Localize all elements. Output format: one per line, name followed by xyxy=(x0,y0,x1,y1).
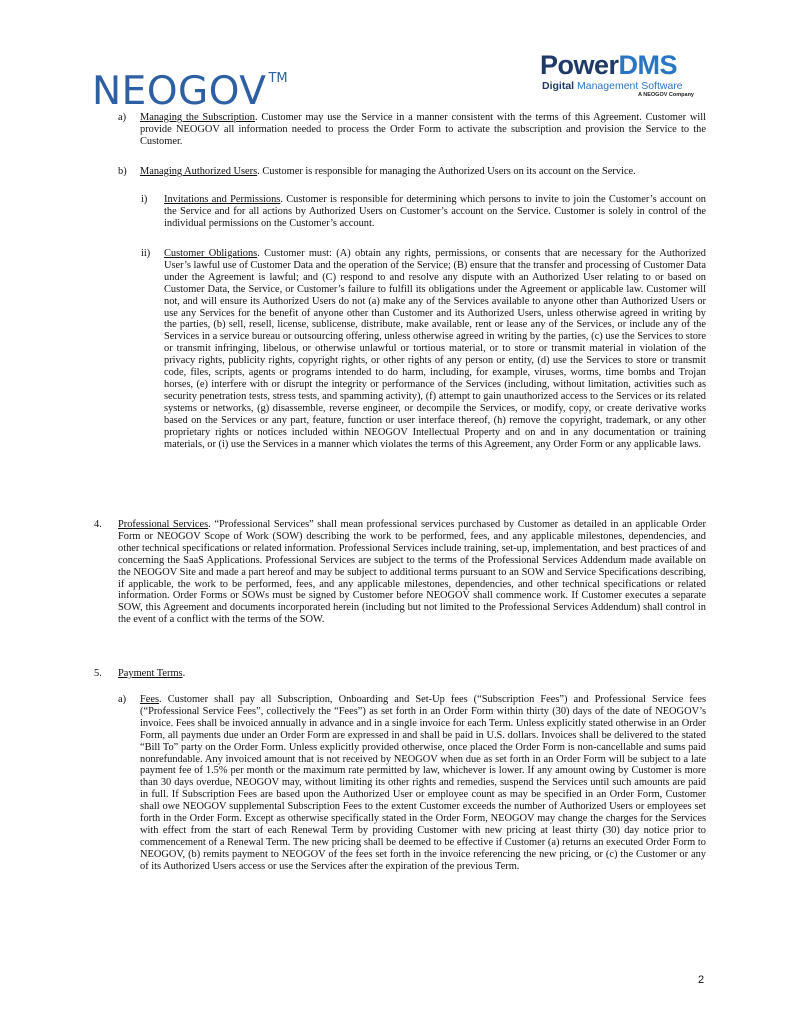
neogov-logo-text: NEOGOV xyxy=(92,69,267,114)
clause-label-i: i) xyxy=(141,194,148,205)
powerdms-logo xyxy=(540,50,700,99)
neogov-logo xyxy=(92,58,288,113)
clause-title: Invitations and Permissions xyxy=(164,194,281,205)
clause-fees xyxy=(140,694,706,873)
clause-text: . Customer shall pay all Subscription, Onboarding and Set-Up fees (“Subscription Fees”) and Professional Service fees (“Professional Service Fees”, collectively the “Fees”) as set forth in an Order Form within thirty (30) days of the date of NEOGOV’s invoice. Fees shall be invoiced annually in advance and in a single invoice for each Term. Unless explicitly stated otherwise in an Order Form, all payments due under an Order Form are expressed in and shall be paid in U.S. dollars. Invoices shall be delivered to the stated “Bill To” party on the Order Form. Unless explicitly provided otherwise, once placed the Order Form is non-cancellable and sums paid nonrefundable. Any invoiced amount that is not received by NEOGOV when due as set forth in an Order Form will be subject to a late payment fee of 1.5% per month or the maximum rate permitted by law, whichever is lower. If any amount owing by Customer is more than 30 days overdue, NEOGOV may, without limiting its other rights and remedies, suspend the Services until such amounts are paid in full. If Subscription Fees are based upon the Authorized User or employee count as may be specified in an Order Form, Customer shall owe NEOGOV supplemental Subscription Fees to the extent Customer exceeds the number of Authorized Users or employees set forth in the Order Form. Except as otherwise specifically stated in the Order Form, NEOGOV may change the charges for the Services with effect from the start of each Renewal Term by providing Customer with new pricing at least thirty (30) day notice prior to commencement of a Renewal Term. The new pricing shall be deemed to be effective if Customer (a) returns an executed Order Form to NEOGOV, (b) remits payment to NEOGOV of the fees set forth in the invoice referencing the new pricing, or (c) the Customer or any of its Authorized Users access or use the Services after the expiration of the previous Term. xyxy=(140,694,706,872)
trademark-mark: TM xyxy=(268,71,288,86)
clause-customer-obligations xyxy=(164,248,706,450)
section-text: . “Professional Services” shall mean professional services purchased by Customer as detailed in an applicable Order Form or NEOGOV Scope of Work (SOW) describing the work to be performed, fees, and any applicable milestones, dependencies, and other technical specifications or related information. Professional Services include training, set-up, implementation, and best practices of and concerning the SaaS Applications. Professional Services are subject to the terms of the Professional Services Addendum made available on the NEOGOV Site and made a part hereof and may be subject to additional terms pursuant to an SOW and Service Specifications describing, if applicable, the work to be performed, fees, and any applicable milestones, dependencies, and other technical specifications or related information. Order Forms or SOWs must be signed by Customer before NEOGOV shall commence work. If Customer executes a separate SOW, this Agreement and documents incorporated herein (including but not limited to the Professional Services Addendum) shall control in the event of a conflict with the terms of the SOW. xyxy=(118,519,706,626)
powerdms-tagline xyxy=(542,80,700,92)
clause-label-b: b) xyxy=(118,166,127,177)
clause-title: Customer Obligations xyxy=(164,248,258,259)
clause-label-a: a) xyxy=(118,112,127,123)
powerdms-tagline-bold: Digital xyxy=(542,80,575,92)
powerdms-power: Power xyxy=(540,50,619,80)
section-label-5: 5. xyxy=(94,668,102,679)
clause-text: . Customer must: (A) obtain any rights, permissions, or consents that are necessary for the Authorized User’s lawful use of Customer Data and the operation of the Service; (B) ensure that the transfer and processing of Customer Data under the Agreement is lawful; and (C) respond to and resolve any dispute with an Authorized User relating to or based on Customer Data, the Service, or Customer’s failure to fulfill its obligations under the Agreement or applicable law. Customer will not, and will ensure its Authorized Users do not (a) make any of the Services available to anyone other than Authorized Users or use any Services for the benefit of anyone other than Customer and its Authorized Users, unless otherwise agreed in writing by the parties, (b) sell, resell, license, sublicense, distribute, make available, rent or lease any of the Services, or include any of the Services in a service bureau or outsourcing offering, unless otherwise agreed in writing by the parties, (c) use the Services to store or transmit infringing, libelous, or otherwise unlawful or tortious material, or to store or transmit material in violation of the privacy rights, publicity rights, copyright rights, or other rights of any person or entity, (d) use the Services to store or transmit code, files, scripts, agents or programs intended to do harm, including, for example, viruses, worms, time bombs and Trojan horses, (e) interfere with or disrupt the integrity or performance of the Services (including, without limitation, activities such as security penetration tests, stress tests, and spamming activity), (f) attempt to gain unauthorized access to the Services or its related systems or networks, (g) disassemble, reverse engineer, or decompile the Services, or modify, copy, or create derivative works based on the Services or any part, feature, function or user interface thereof, (h) remove the copyright, trademark, or any other proprietary rights or notices included within NEOGOV Intellectual Property and on and in any documentation or training materials, or (i) use the Services in a manner which violates the terms of this Agreement, any Order Form or any applicable laws. xyxy=(164,248,706,450)
clause-title: Fees xyxy=(140,694,160,705)
section-text: . xyxy=(182,668,186,679)
section-label-4: 4. xyxy=(94,519,102,530)
clause-title: Managing Authorized Users xyxy=(140,166,258,177)
section-title: Payment Terms xyxy=(118,668,183,679)
powerdms-dms: DMS xyxy=(618,50,678,80)
clause-text: . Customer is responsible for determining which persons to invite to join the Customer’s account on the Service and for all actions by Authorized Users on Customer’s account on the Service. Customer is solely in control of the individual permissions on the Customer’s account. xyxy=(164,194,706,229)
clause-label-ii: ii) xyxy=(141,248,151,259)
clause-text: . Customer is responsible for managing the Authorized Users on its account on the Service. xyxy=(257,166,636,177)
powerdms-tagline-rest: Management Software xyxy=(574,80,683,92)
page-number: 2 xyxy=(698,974,705,986)
section-payment-terms xyxy=(118,668,706,680)
clause-managing-subscription xyxy=(140,112,706,148)
clause-text: . Customer may use the Service in a manner consistent with the terms of this Agreement. Customer will provide NEOGOV all information needed to process the Order Form to activate the subscription and provision the Service to the Customer. xyxy=(140,112,706,147)
powerdms-company: A NEOGOV Company xyxy=(637,92,694,98)
powerdms-wordmark xyxy=(540,50,700,80)
clause-invitations xyxy=(164,194,706,230)
section-professional-services xyxy=(118,519,706,626)
clause-managing-users xyxy=(140,166,706,178)
section-title: Professional Services xyxy=(118,519,209,530)
clause-title: Managing the Subscription xyxy=(140,112,255,123)
clause-label-fees: a) xyxy=(118,694,127,705)
